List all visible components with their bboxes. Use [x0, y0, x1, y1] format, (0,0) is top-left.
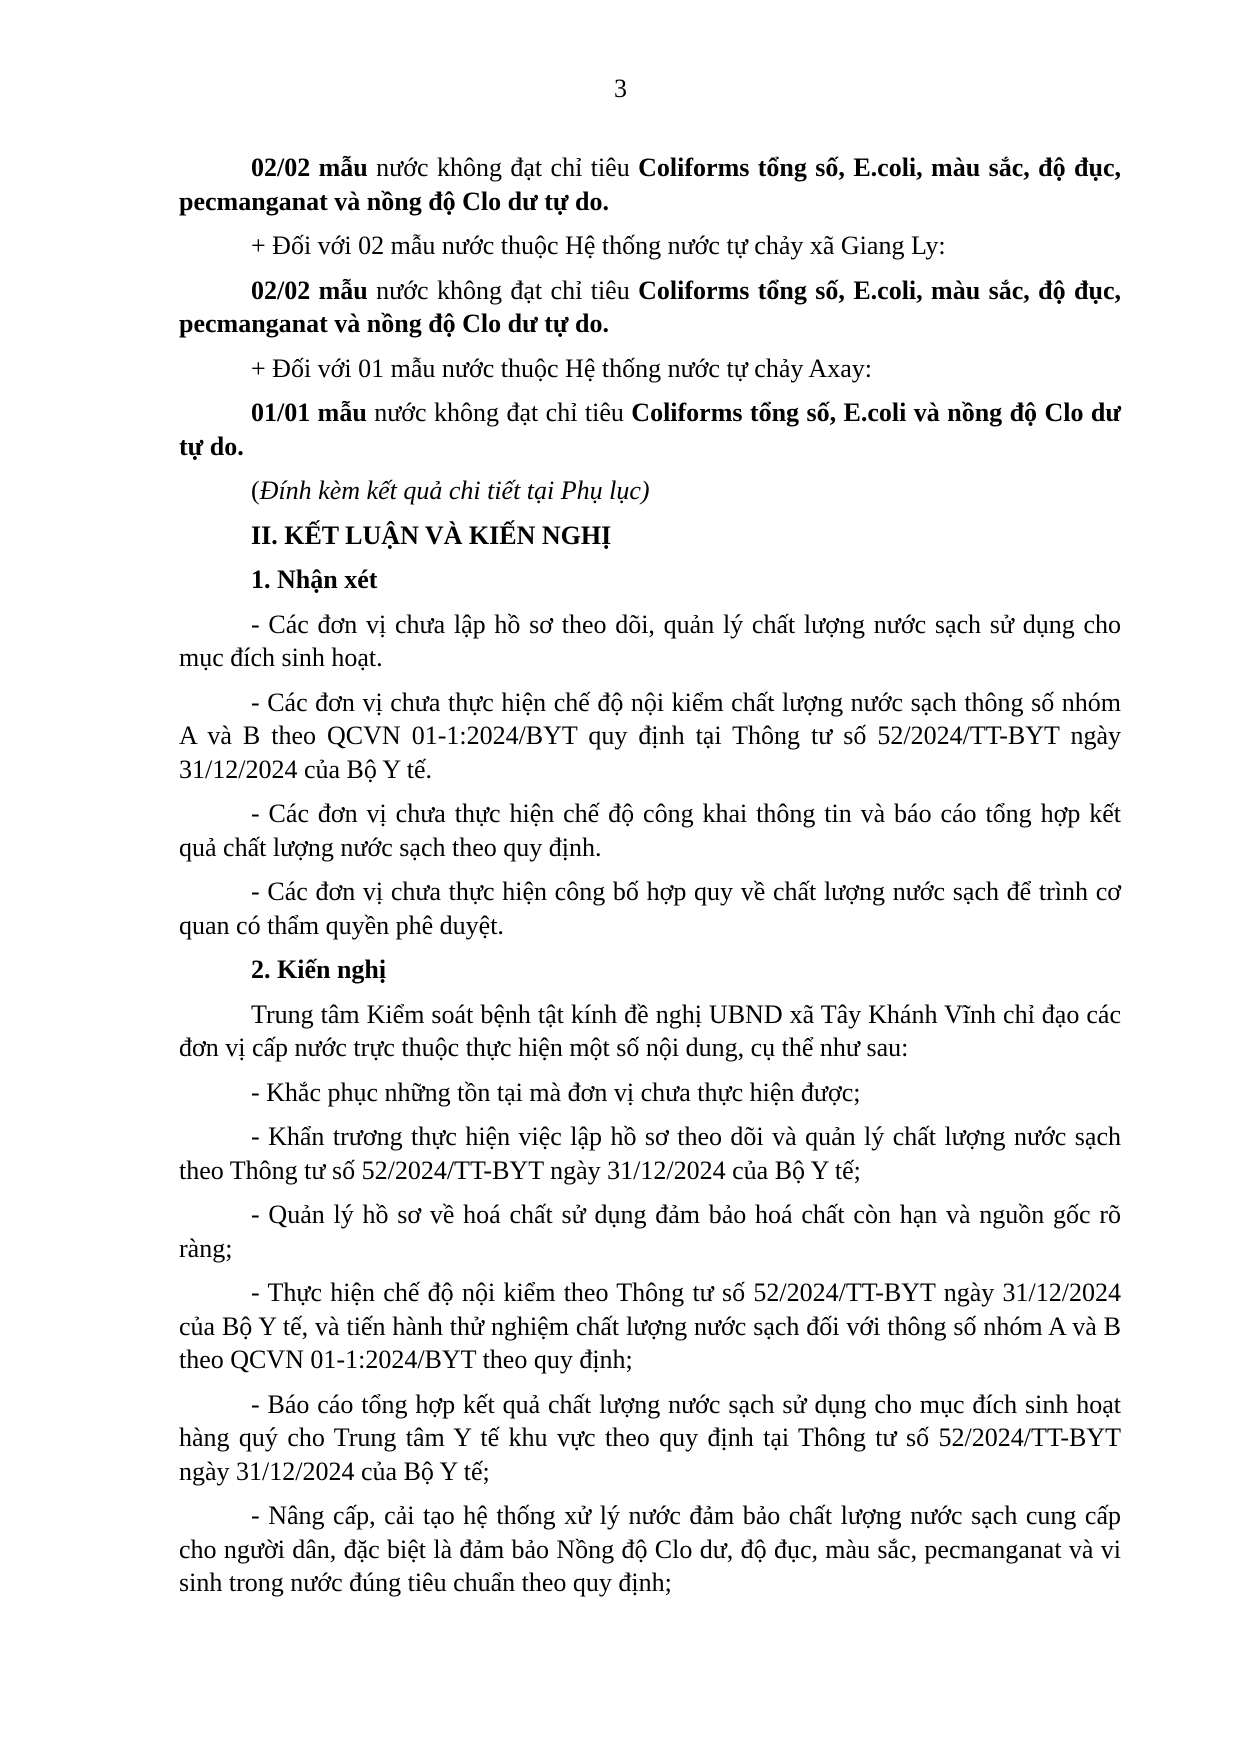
text-run: nước không đạt chỉ tiêu: [367, 275, 639, 305]
page-number: 3: [614, 74, 627, 103]
paragraph: [179, 151, 1121, 218]
paragraph: [179, 1120, 1121, 1187]
paragraph: [179, 352, 1121, 386]
text-run: - Nâng cấp, cải tạo hệ thống xử lý nước đảm bảo chất lượng nước sạch cung cấp cho người dân, đặc biệt là đảm bảo Nồng độ Clo dư, độ đục, màu sắc, pecmanganat và vi sinh trong nước đúng tiêu chuẩn theo quy định;: [179, 1501, 1121, 1597]
text-run: nước không đạt chỉ tiêu: [366, 398, 632, 427]
paragraph: [179, 1198, 1121, 1265]
bold-text: Coliforms tổng số, E.coli và nồng độ Clo dư tự do.: [179, 398, 1121, 461]
bold-text: 02/02 mẫu: [251, 153, 368, 182]
paragraph: [179, 953, 1121, 987]
text-run: - Các đơn vị chưa thực hiện chế độ công khai thông tin và báo cáo tổng hợp kết quả chất lượng nước sạch theo quy định.: [179, 799, 1121, 862]
paragraph: [179, 1276, 1121, 1377]
paragraph: [179, 1499, 1121, 1600]
bold-text: Coliforms tổng số, E.coli, màu sắc, độ đục, pecmanganat và nồng độ Clo dư tự do.: [179, 153, 1121, 216]
text-run: Trung tâm Kiểm soát bệnh tật kính đề nghị UBND xã Tây Khánh Vĩnh chỉ đạo các đơn vị cấp nước trực thuộc thực hiện một số nội dung, cụ thể như sau:: [179, 999, 1121, 1062]
bold-text: 2. Kiến nghị: [251, 955, 387, 984]
paragraph: [179, 1388, 1121, 1489]
bold-text: 1. Nhận xét: [251, 565, 378, 594]
paragraph: [179, 686, 1121, 787]
paragraph: [179, 474, 1121, 508]
bold-text: 01/01 mẫu: [251, 398, 367, 427]
paragraph: [179, 229, 1121, 263]
text-run: nước không đạt chỉ tiêu: [367, 153, 639, 182]
text-run: - Quản lý hồ sơ về hoá chất sử dụng đảm bảo hoá chất còn hạn và nguồn gốc rõ ràng;: [179, 1200, 1121, 1263]
paragraph: [179, 608, 1121, 675]
text-run: - Các đơn vị chưa thực hiện công bố hợp quy về chất lượng nước sạch để trình cơ quan có thẩm quyền phê duyệt.: [179, 877, 1121, 940]
text-run: + Đối với 01 mẫu nước thuộc Hệ thống nước tự chảy Axay:: [251, 353, 872, 383]
text-run: - Các đơn vị chưa thực hiện chế độ nội kiểm chất lượng nước sạch thông số nhóm A và B theo QCVN 01-1:2024/BYT quy định tại Thông tư số 52/2024/TT-BYT ngày 31/12/2024 của Bộ Y tế.: [179, 687, 1121, 784]
paragraph: [179, 396, 1121, 463]
text-run: + Đối với 02 mẫu nước thuộc Hệ thống nước tự chảy xã Giang Ly:: [251, 231, 946, 260]
paragraph: [179, 563, 1121, 597]
italic-text: Đính kèm kết quả chi tiết tại Phụ lục): [259, 476, 650, 505]
text-run: - Khẩn trương thực hiện việc lập hồ sơ theo dõi và quản lý chất lượng nước sạch theo Thông tư số 52/2024/TT-BYT ngày 31/12/2024 của Bộ Y tế;: [179, 1122, 1121, 1185]
bold-text: 02/02 mẫu: [251, 275, 368, 305]
paragraph: [179, 1076, 1121, 1110]
bold-text: Coliforms tổng số, E.coli, màu sắc, độ đục, pecmanganat và nồng độ Clo dư tự do.: [179, 275, 1121, 338]
text-run: - Các đơn vị chưa lập hồ sơ theo dõi, quản lý chất lượng nước sạch sử dụng cho mục đích sinh hoạt.: [179, 609, 1121, 672]
paragraph: [179, 797, 1121, 864]
paragraph: [179, 998, 1121, 1065]
paragraph: [179, 875, 1121, 942]
text-run: - Khắc phục những tồn tại mà đơn vị chưa thực hiện được;: [251, 1077, 861, 1107]
bold-text: II. KẾT LUẬN VÀ KIẾN NGHỊ: [251, 520, 612, 550]
document-body: [179, 151, 1121, 1611]
paragraph: [179, 519, 1121, 553]
text-run: (: [251, 476, 260, 505]
text-run: - Thực hiện chế độ nội kiểm theo Thông tư số 52/2024/TT-BYT ngày 31/12/2024 của Bộ Y tế, và tiến hành thử nghiệm chất lượng nước sạch đối với thông số nhóm A và B theo QCVN 01-1:2024/BYT theo quy định;: [179, 1278, 1121, 1374]
text-run: - Báo cáo tổng hợp kết quả chất lượng nước sạch sử dụng cho mục đích sinh hoạt hàng quý cho Trung tâm Y tế khu vực theo quy định tại Thông tư số 52/2024/TT-BYT ngày 31/12/2024 của Bộ Y tế;: [179, 1389, 1121, 1486]
paragraph: [179, 274, 1121, 341]
